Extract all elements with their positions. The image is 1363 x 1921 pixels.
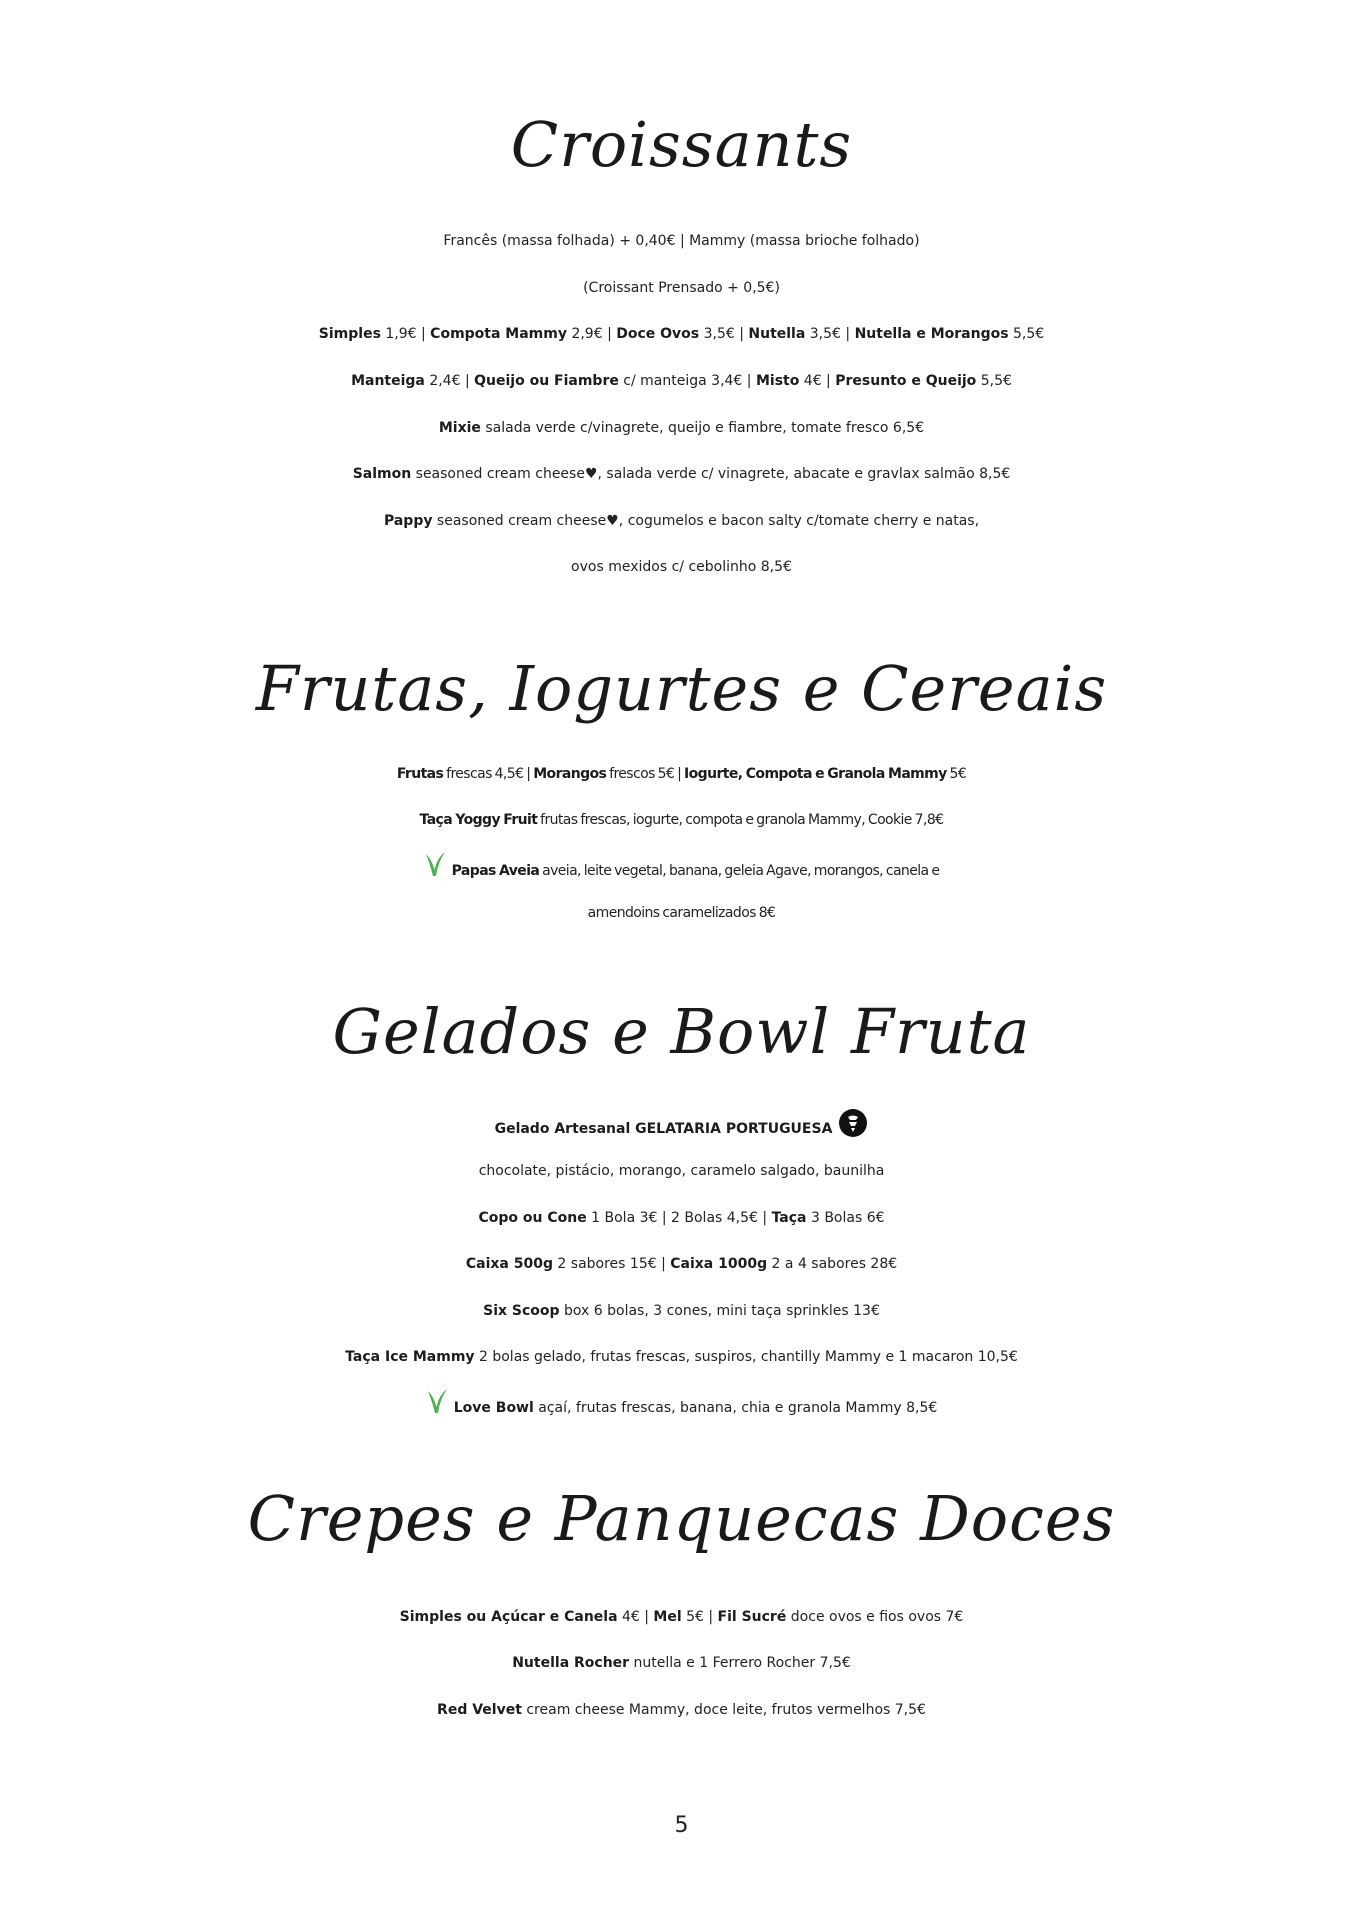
flavours-line: chocolate, pistácio, morango, caramelo salgado, baunilha (478, 1163, 885, 1179)
page-number: 5 (674, 1813, 689, 1838)
item-name: Caixa 500g (465, 1256, 553, 1272)
leaf-icon (426, 1387, 448, 1415)
item-name: Doce Ovos (616, 326, 700, 342)
croissant-sweet-line (0, 317, 1363, 351)
nutella-rocher-line (0, 1646, 1363, 1680)
item-desc: cream cheese Mammy, doce leite, frutos vermelhos 7,5€ (521, 1702, 926, 1718)
item-name: Taça Yoggy Fruit (419, 812, 538, 828)
item-name: Iogurte, Compota e Granola Mammy (684, 766, 947, 782)
item-price: 5€ (946, 766, 967, 782)
item-name: Simples (318, 326, 381, 342)
section-title-frutas: Frutas, Iogurtes e Cereais (255, 652, 1108, 725)
leaf-icon (424, 850, 446, 878)
item-name: Frutas (396, 766, 444, 782)
item-desc: 1 Bola 3€ | 2 Bolas 4,5€ | (586, 1210, 772, 1226)
item-desc: frescas 4,5€ | (443, 766, 534, 782)
item-desc: seasoned cream cheese (432, 513, 607, 529)
caixa-line (0, 1247, 1363, 1281)
item-name: Queijo ou Fiambre (474, 373, 619, 389)
frutas-line (0, 757, 1363, 791)
item-desc: nutella e 1 Ferrero Rocher 7,5€ (629, 1655, 851, 1671)
heart-icon: ♥ (606, 513, 619, 529)
item-price: 5,5€ (1008, 326, 1045, 342)
item-name: Nutella e Morangos (854, 326, 1009, 342)
papas-aveia-line (0, 850, 1363, 888)
item-desc: , salada verde c/ vinagrete, abacate e gravlax salmão 8,5€ (597, 466, 1011, 482)
gelataria-logo-icon (838, 1108, 868, 1138)
heart-icon: ♥ (584, 466, 598, 482)
item-price: 1,9€ | (380, 326, 431, 342)
croissant-pappy-line (0, 504, 1363, 538)
item-desc: frutas frescas, iogurte, compota e granola Mammy, Cookie 7,8€ (537, 812, 944, 828)
item-desc: 2 sabores 15€ | (552, 1256, 671, 1272)
section-title-croissants: Croissants (510, 108, 853, 181)
item-desc: , cogumelos e bacon salty c/tomate cherry e natas, (618, 513, 980, 529)
item-price: 2,9€ | (567, 326, 617, 342)
item-desc: doce ovos e fios ovos 7€ (786, 1609, 964, 1625)
crepes-simples-line (0, 1600, 1363, 1634)
item-desc: box 6 bolas, 3 cones, mini taça sprinkles 13€ (559, 1303, 880, 1319)
gelataria-label: Gelado Artesanal GELATARIA PORTUGUESA (494, 1121, 833, 1137)
item-name: Salmon (352, 466, 412, 482)
item-desc: c/ manteiga 3,4€ | (618, 373, 756, 389)
item-price: 3,5€ | (699, 326, 749, 342)
item-desc: 2 bolas gelado, frutas frescas, suspiros, chantilly Mammy e 1 macaron 10,5€ (474, 1349, 1018, 1365)
red-velvet-line (0, 1693, 1363, 1727)
croissant-pressed-line: (Croissant Prensado + 0,5€) (583, 280, 780, 296)
item-price: 3,5€ | (805, 326, 855, 342)
item-name: Mixie (438, 420, 481, 436)
item-desc: salada verde c/vinagrete, queijo e fiambre, tomate fresco 6,5€ (480, 420, 925, 436)
item-name: Nutella Rocher (512, 1655, 630, 1671)
yoggy-fruit-line (0, 803, 1363, 837)
item-name: Misto (755, 373, 800, 389)
item-name: Fil Sucré (717, 1609, 787, 1625)
item-price: 4€ | (617, 1609, 654, 1625)
item-name: Morangos (533, 766, 607, 782)
six-scoop-line (0, 1294, 1363, 1328)
item-name: Compota Mammy (430, 326, 567, 342)
item-name: Caixa 1000g (670, 1256, 768, 1272)
taca-ice-mammy-line (0, 1340, 1363, 1374)
croissant-savory-line (0, 364, 1363, 398)
croissant-pappy-line-2: ovos mexidos c/ cebolinho 8,5€ (571, 559, 792, 575)
love-bowl-line (0, 1387, 1363, 1425)
item-name: Taça (771, 1210, 807, 1226)
item-price: 4€ | (799, 373, 836, 389)
item-name: Six Scoop (483, 1303, 560, 1319)
item-price: 2,4€ | (424, 373, 475, 389)
item-desc: 2 a 4 sabores 28€ (767, 1256, 898, 1272)
section-title-gelados: Gelados e Bowl Fruta (332, 995, 1031, 1068)
croissant-type-line: Francês (massa folhada) + 0,40€ | Mammy (massa brioche folhado) (443, 233, 920, 249)
item-name: Manteiga (351, 373, 425, 389)
item-desc: aveia, leite vegetal, banana, geleia Agave, morangos, canela e (539, 863, 940, 879)
item-name: Simples ou Açúcar e Canela (399, 1609, 618, 1625)
item-desc: frescos 5€ | (606, 766, 685, 782)
item-name: Red Velvet (437, 1702, 522, 1718)
item-name: Pappy (383, 513, 433, 529)
copo-cone-line (0, 1201, 1363, 1235)
section-title-crepes: Crepes e Panquecas Doces (247, 1482, 1116, 1555)
item-name: Papas Aveia (451, 863, 540, 879)
item-name: Nutella (748, 326, 806, 342)
item-name: Copo ou Cone (478, 1210, 587, 1226)
gelado-artesanal-line (0, 1108, 1363, 1146)
item-price: 5€ | (681, 1609, 718, 1625)
item-name: Mel (653, 1609, 682, 1625)
item-desc: açaí, frutas frescas, banana, chia e granola Mammy 8,5€ (533, 1400, 938, 1416)
croissant-mixie-line (0, 411, 1363, 445)
croissant-salmon-line (0, 457, 1363, 491)
item-name: Love Bowl (453, 1400, 534, 1416)
item-desc: 3 Bolas 6€ (806, 1210, 885, 1226)
item-name: Taça Ice Mammy (345, 1349, 475, 1365)
item-price: 5,5€ (976, 373, 1012, 389)
papas-aveia-line-2: amendoins caramelizados 8€ (587, 905, 776, 921)
item-name: Presunto e Queijo (835, 373, 977, 389)
item-desc: seasoned cream cheese (411, 466, 585, 482)
